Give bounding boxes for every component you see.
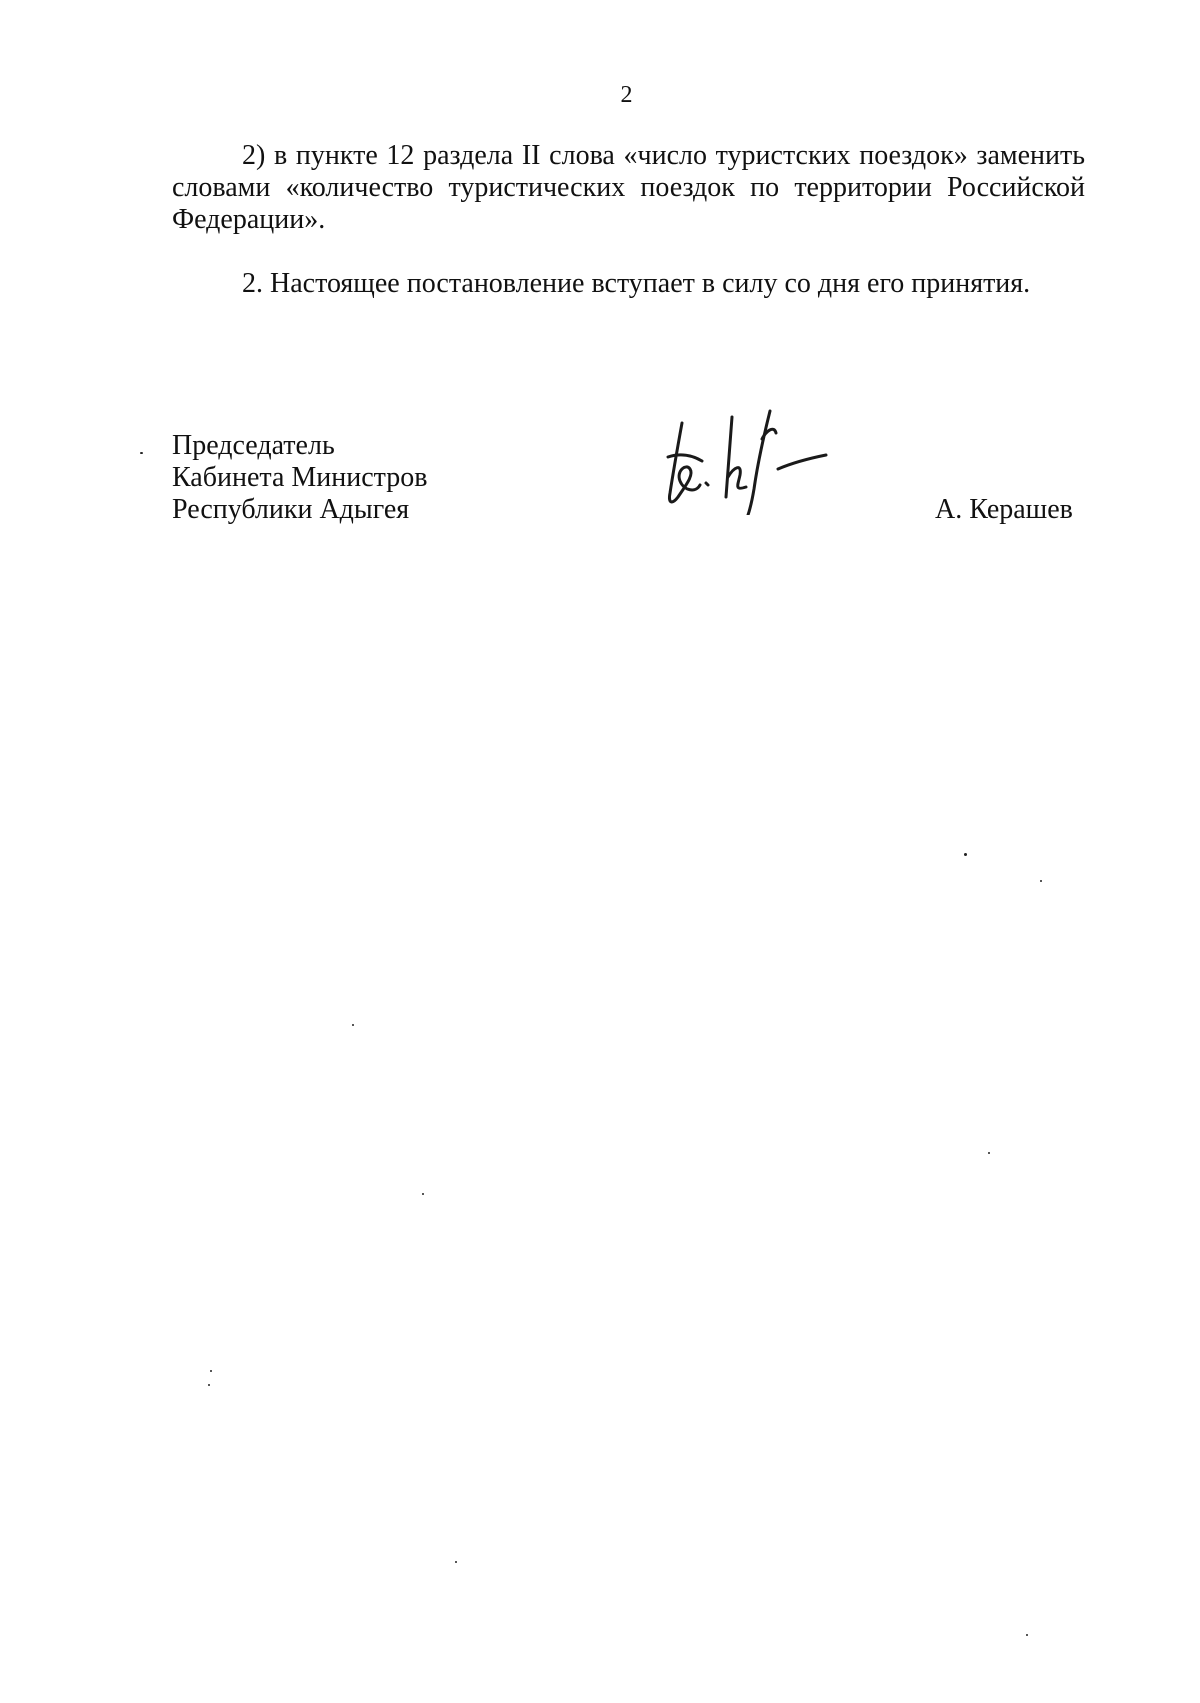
scan-speck <box>422 1193 424 1195</box>
signatory-title-line-2: Кабинета Министров <box>172 462 428 493</box>
scan-speck <box>352 1024 354 1026</box>
signatory-title <box>172 430 427 526</box>
signatory-title-line-1: Председатель <box>172 430 335 461</box>
scan-speck <box>210 1370 212 1372</box>
scan-speck <box>455 1561 457 1563</box>
paragraph-effective-date: 2. Настоящее постановление вступает в силу со дня его принятия. <box>242 268 1031 299</box>
scan-speck <box>208 1384 210 1386</box>
scan-speck <box>1040 880 1042 882</box>
scan-speck <box>140 452 143 454</box>
handwritten-signature <box>650 405 830 515</box>
page-number: 2 <box>620 82 633 108</box>
signer-name: А. Керашев <box>935 494 1073 525</box>
paragraph-amendment: 2) в пункте 12 раздела II слова «число туристских поездок» заменить словами «количество туристических поездок по территории Российской Федерации». <box>172 140 1085 235</box>
scan-speck <box>1026 1634 1028 1636</box>
scan-speck <box>964 853 967 856</box>
scan-speck <box>988 1152 990 1154</box>
signatory-title-line-3: Республики Адыгея <box>172 494 410 525</box>
